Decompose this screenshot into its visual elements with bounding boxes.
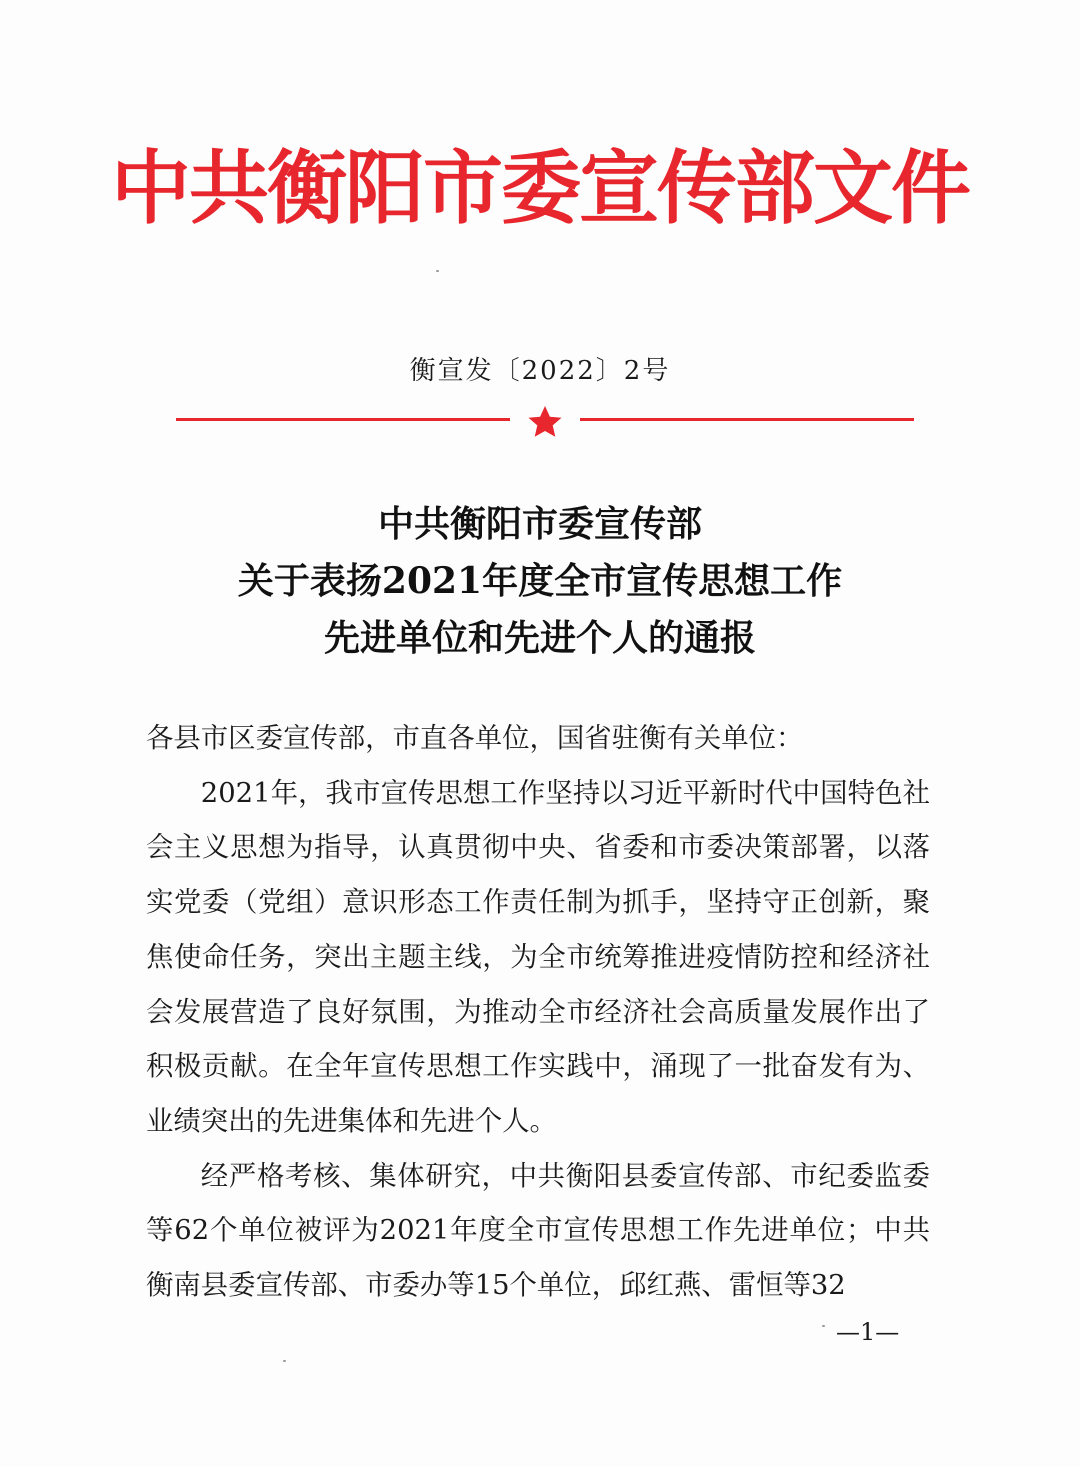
scan-speck [283,1360,286,1362]
title-line-1: 中共衡阳市委宣传部 [377,503,702,545]
notice-title [0,496,1080,667]
paragraph-1: 2021年，我市宣传思想工作坚持以习近平新时代中国特色社会主义思想为指导，认真贯彻中央、省委和市委决策部署，以落实党委（党组）意识形态工作责任制为抓手，坚持守正创新，聚焦使命任务，突出主题主线，为全市统筹推进疫情防控和经济社会发展营造了良好氛围，为推动全市经济社会高质量发展作出了积极贡献。在全年宣传思想工作实践中，涌现了一批奋发有为、业绩突出的先进集体和先进个人。 [146,777,930,1137]
scan-speck [822,1325,825,1327]
star-icon [529,406,562,437]
salutation: 各县市区委宣传部，市直各单位，国省驻衡有关单位： [146,723,804,754]
page-number: —1— [836,1318,900,1346]
divider-line-right [580,418,914,421]
red-divider [176,404,914,444]
paragraph-2: 经严格考核、集体研究，中共衡阳县委宣传部、市纪委监委等62个单位被评为2021年度全市宣传思想工作先进单位；中共衡南县委宣传部、市委办等15个单位，邱红燕、雷恒等32 [146,1160,930,1302]
body-text [146,712,930,1314]
divider-line-left [176,418,510,421]
title-line-2: 关于表扬2021年度全市宣传思想工作 [237,560,843,602]
masthead-title: 中共衡阳市委宣传部文件 [111,141,969,235]
title-line-3: 先进单位和先进个人的通报 [323,617,756,659]
document-number: 衡宣发〔2022〕2号 [409,356,671,386]
scan-speck [436,270,439,272]
